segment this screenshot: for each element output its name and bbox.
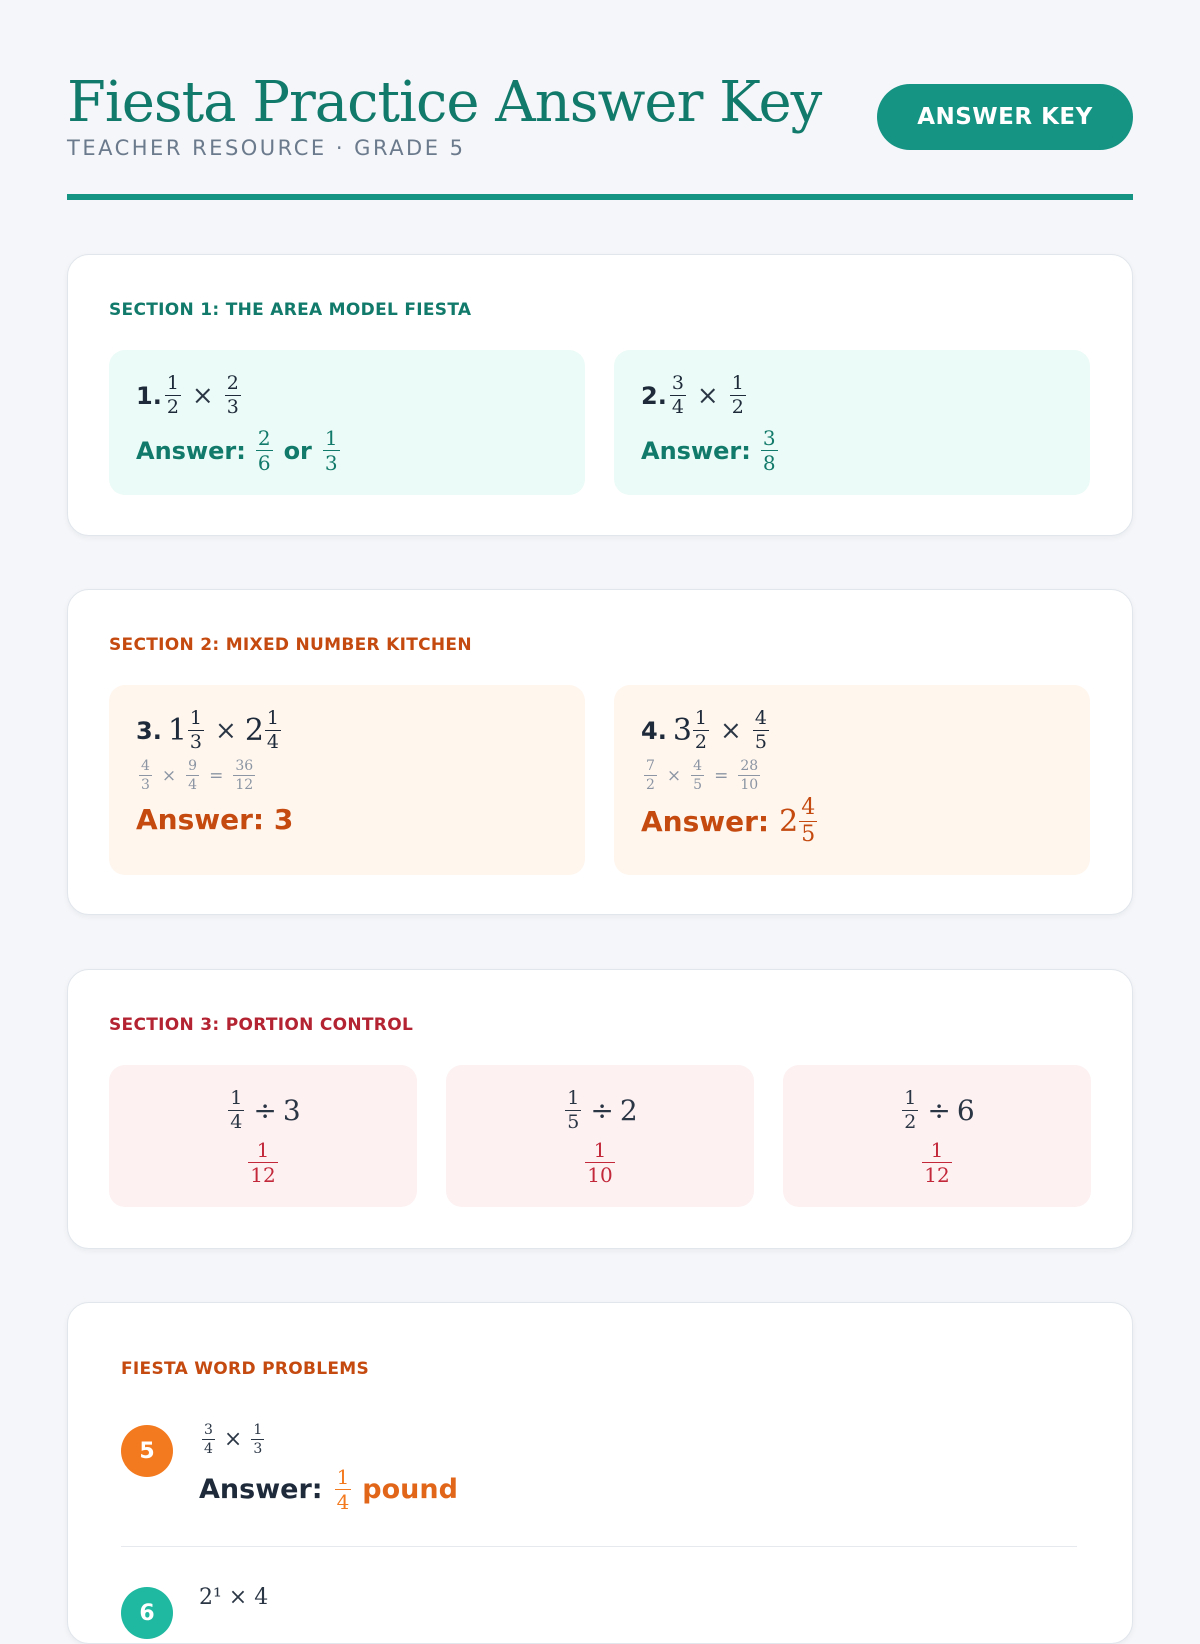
fraction: $\frac{1}{2}$ <box>731 372 744 418</box>
fraction: $\frac{4}{3}$ <box>141 758 150 793</box>
whole-number: 1 <box>167 713 187 748</box>
problem-2-expression <box>641 374 749 417</box>
section-1-title: SECTION 1: THE AREA MODEL FIESTA <box>109 300 472 320</box>
page-subtitle: TEACHER RESOURCE · GRADE 5 <box>67 136 466 160</box>
divisor: 3 <box>282 1094 301 1127</box>
problem-label: 3. <box>136 716 162 745</box>
answer-label: Answer: <box>641 436 751 465</box>
word-problem-number-badge: 5 <box>121 1425 173 1477</box>
problem-label: 1. <box>136 381 162 410</box>
fraction: $\frac{1}{4}$ <box>230 1087 243 1133</box>
problem-4-tile <box>614 685 1090 875</box>
answer-label: Answer: <box>199 1474 323 1505</box>
fraction: $\frac{1}{2}$ <box>694 707 708 753</box>
division-problem-tile <box>446 1065 754 1207</box>
answer-joiner: or <box>283 436 312 465</box>
division-expression <box>899 1089 974 1132</box>
operator: × <box>696 380 719 411</box>
word-problem-5-answer <box>199 1467 458 1512</box>
operator: ÷ <box>927 1094 951 1127</box>
operator: × <box>215 715 237 746</box>
problem-2-tile <box>614 350 1090 495</box>
fraction: $\frac{1}{2}$ <box>904 1087 917 1133</box>
fraction: $\frac{2}{6}$ <box>257 426 271 475</box>
section-2-title: SECTION 2: MIXED NUMBER KITCHEN <box>109 635 472 655</box>
problem-label: 2. <box>641 381 667 410</box>
fraction: $\frac{1}{4}$ <box>266 707 279 753</box>
fraction: $\frac{9}{4}$ <box>188 758 198 793</box>
whole-number: 2 <box>244 713 264 748</box>
fraction: $\frac{1}{3}$ <box>324 426 338 475</box>
problem-3-tile <box>109 685 585 875</box>
fraction: $\frac{1}{12}$ <box>924 1138 950 1187</box>
divisor: 2 <box>619 1094 638 1127</box>
fraction: $\frac{1}{4}$ <box>336 1465 350 1514</box>
problem-2-answer <box>641 428 781 473</box>
fraction: $\frac{4}{5}$ <box>754 707 767 753</box>
problem-1-answer <box>136 428 343 473</box>
fraction: $\frac{1}{3}$ <box>253 1422 263 1457</box>
answer-key-badge: ANSWER KEY <box>877 84 1133 150</box>
problem-3-answer: Answer: 3 <box>136 803 294 836</box>
operator: × <box>161 765 177 786</box>
division-answer <box>245 1140 280 1185</box>
division-answer <box>919 1140 954 1185</box>
section-3-card <box>67 969 1133 1249</box>
fraction: $\frac{28}{10}$ <box>740 758 759 793</box>
whole-number: 3 <box>672 713 692 748</box>
word-problem-number-badge: 6 <box>121 1587 173 1639</box>
problem-4-work <box>641 759 763 792</box>
whole-number: 2 <box>779 804 799 839</box>
problem-3-expression <box>136 709 284 752</box>
fraction: $\frac{4}{5}$ <box>801 795 816 847</box>
fraction: $\frac{3}{4}$ <box>204 1422 213 1457</box>
answer-unit: pound <box>362 1474 458 1505</box>
problem-4-answer <box>641 797 820 846</box>
problem-label: 4. <box>641 716 667 745</box>
word-problems-title: FIESTA WORD PROBLEMS <box>121 1359 370 1379</box>
operator: × <box>223 1427 243 1452</box>
section-3-title: SECTION 3: PORTION CONTROL <box>109 1015 414 1035</box>
operator: × <box>666 765 682 786</box>
division-problem-tile <box>783 1065 1091 1207</box>
fraction: $\frac{7}{2}$ <box>646 758 655 793</box>
problem-3-work <box>136 759 258 792</box>
division-expression <box>225 1089 300 1132</box>
division-problem-tile <box>109 1065 417 1207</box>
problem-4-expression <box>641 709 772 752</box>
division-answer <box>582 1140 617 1185</box>
problem-1-tile <box>109 350 585 495</box>
equals-sign: = <box>714 765 729 786</box>
division-expression <box>562 1089 637 1132</box>
problem-1-expression <box>136 374 244 417</box>
operator: ÷ <box>590 1094 614 1127</box>
operator: × <box>720 715 742 746</box>
header-rule <box>67 194 1133 200</box>
fraction: $\frac{1}{5}$ <box>567 1087 580 1133</box>
operator: ÷ <box>253 1094 277 1127</box>
word-problem-6-expression: 2¹ × 4 <box>199 1585 269 1610</box>
answer-label: Answer: <box>641 805 770 838</box>
word-problems-card <box>67 1302 1133 1644</box>
operator: × <box>191 380 214 411</box>
fraction: $\frac{36}{12}$ <box>235 758 254 793</box>
fraction: $\frac{4}{5}$ <box>693 758 703 793</box>
divisor: 6 <box>956 1094 975 1127</box>
word-problem-divider <box>121 1546 1077 1547</box>
section-2-card <box>67 589 1133 915</box>
fraction: $\frac{3}{8}$ <box>762 426 776 475</box>
fraction: $\frac{1}{12}$ <box>250 1138 276 1187</box>
word-problem-5-expression <box>199 1423 267 1456</box>
fraction: $\frac{2}{3}$ <box>226 372 239 418</box>
page-title: Fiesta Practice Answer Key <box>67 70 822 135</box>
section-1-card <box>67 254 1133 536</box>
fraction: $\frac{3}{4}$ <box>671 372 684 418</box>
fraction: $\frac{1}{3}$ <box>189 707 203 753</box>
fraction: $\frac{1}{10}$ <box>587 1138 613 1187</box>
answer-label: Answer: <box>136 436 246 465</box>
fraction: $\frac{1}{2}$ <box>166 372 179 418</box>
equals-sign: = <box>209 765 224 786</box>
